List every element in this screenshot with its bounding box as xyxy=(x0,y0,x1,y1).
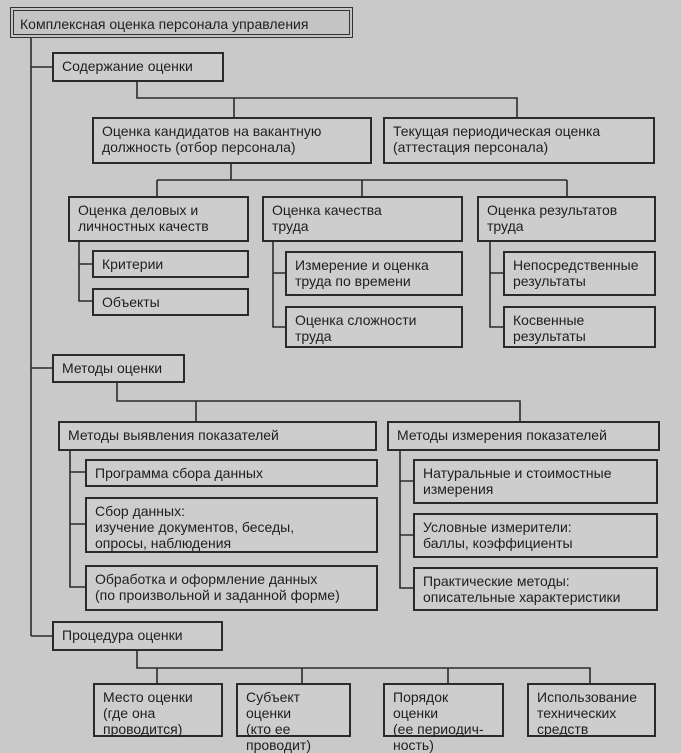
time-measurement-node: Измерение и оценка труда по времени xyxy=(285,251,463,296)
order-node: Порядок оценки (ее периодич- ность) xyxy=(383,683,504,737)
business-qualities-node: Оценка деловых и личностных качеств xyxy=(68,196,249,242)
criteria-node: Критерии xyxy=(92,250,249,278)
content-node: Содержание оценки xyxy=(52,52,224,82)
direct-results-node: Непосредственные результаты xyxy=(503,251,656,296)
objects-node: Объекты xyxy=(92,288,249,316)
practical-methods-node: Практические методы: описательные характеристики xyxy=(413,567,658,611)
work-results-node: Оценка результатов труда xyxy=(477,196,656,242)
subject-node: Субъект оценки (кто ее проводит) xyxy=(236,683,351,737)
technical-means-node: Использование технических средств xyxy=(527,683,656,737)
diagram-title: Комплексная оценка персонала управления xyxy=(10,7,353,38)
periodic-evaluation-node: Текущая периодическая оценка (аттестация персонала) xyxy=(383,117,655,164)
candidate-evaluation-node: Оценка кандидатов на вакантную должность (отбор персонала) xyxy=(92,117,372,164)
data-collection-node: Сбор данных: изучение документов, беседы, опросы, наблюдения xyxy=(85,497,378,553)
natural-cost-node: Натуральные и стоимостные измерения xyxy=(413,459,658,504)
indirect-results-node: Косвенные результаты xyxy=(503,306,656,348)
methods-node: Методы оценки xyxy=(52,354,185,383)
work-quality-node: Оценка качества труда xyxy=(262,196,463,242)
data-program-node: Программа сбора данных xyxy=(85,459,378,487)
procedure-node: Процедура оценки xyxy=(52,621,223,651)
data-processing-node: Обработка и оформление данных (по произвольной и заданной форме) xyxy=(85,565,378,611)
conditional-measures-node: Условные измерители: баллы, коэффициенты xyxy=(413,513,658,558)
indicator-detection-node: Методы выявления показателей xyxy=(58,421,377,451)
indicator-measurement-node: Методы измерения показателей xyxy=(387,421,660,451)
complexity-node: Оценка сложности труда xyxy=(285,306,463,348)
place-node: Место оценки (где она проводится) xyxy=(93,683,223,737)
